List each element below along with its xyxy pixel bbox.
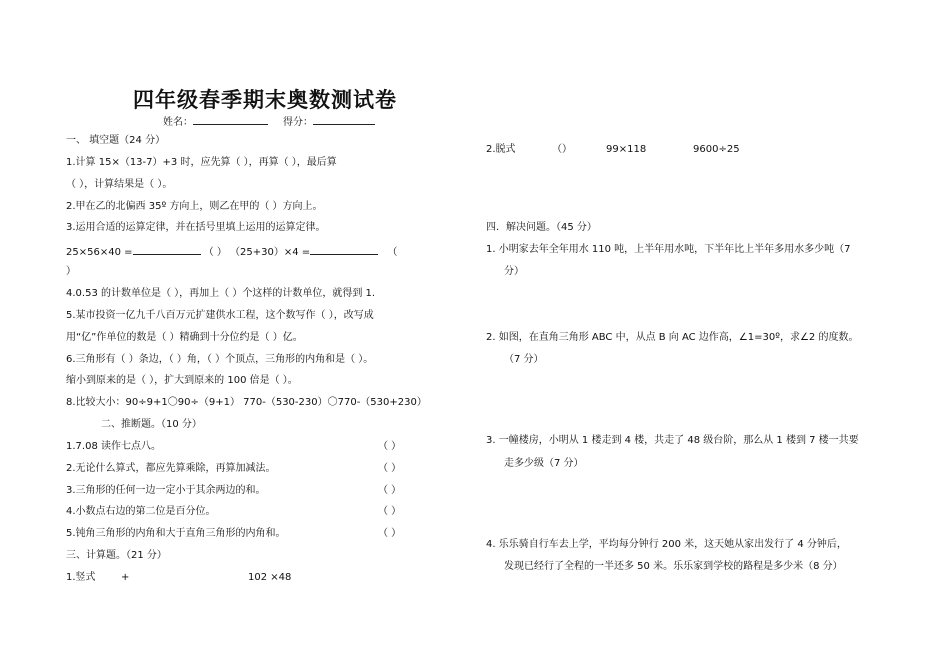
question-2: 2.甲在乙的北偏西 35º 方向上，则乙在甲的（ ）方向上。 xyxy=(66,201,323,212)
section-2-heading: 二、推断题。（10 分） xyxy=(101,419,202,430)
page-title: 四年级春季期末奥数测试卷 xyxy=(133,88,397,112)
question-5-line-1: 5.某市投资一亿九千八百万元扩建供水工程，这个数写作（ ），改写成 xyxy=(66,310,374,321)
judge-mark-3[interactable]: （ ） xyxy=(378,485,402,496)
judge-item-2: 2.无论什么算式，都应先算乘除，再算加减法。 xyxy=(66,463,276,474)
question-3-line-1: 3.运用合适的运算定律，并在括号里填上运用的运算定律。 xyxy=(66,222,326,233)
name-blank[interactable] xyxy=(193,113,268,125)
problem-4-line-2: 发现已经行了全程的一半还多 50 米。乐乐家到学校的路程是多少米（8 分） xyxy=(504,561,843,572)
judge-item-4: 4.小数点右边的第二位是百分位。 xyxy=(66,506,216,517)
section-4-heading: 四．解决问题。（45 分） xyxy=(486,222,597,233)
problem-3-line-2: 走多少级（7 分） xyxy=(504,458,584,469)
score-blank[interactable] xyxy=(313,113,375,125)
judge-item-5: 5.钝角三角形的内角和大于直角三角形的内角和。 xyxy=(66,528,286,539)
question-5-line-2: 用“亿”作单位的数是（ ）精确到十分位约是（ ）亿。 xyxy=(66,332,303,343)
name-field[interactable] xyxy=(163,113,268,130)
answer-blank[interactable] xyxy=(133,243,201,255)
judge-item-1: 1.7.08 读作七点八。 xyxy=(66,441,161,452)
question-3-line-2: 25×56×40 = （ ） （25+30）×4 = （ xyxy=(66,243,397,260)
problem-4-line-1: 4. 乐乐骑自行车去上学，平均每分钟行 200 米，这天她从家出发行了 4 分钟后， xyxy=(486,539,847,550)
question-3-line-3: ） xyxy=(66,266,76,277)
question-6-line-2: 缩小到原来的是（ ），扩大到原来的 100 倍是（ ）。 xyxy=(66,375,298,386)
judge-mark-5[interactable]: （ ） xyxy=(378,528,402,539)
question-6-line-1: 6.三角形有（ ）条边，（ ）角，（ ）个顶点，三角形的内角和是（ ）。 xyxy=(66,354,374,365)
question-1-line-2: （ ），计算结果是（ ）。 xyxy=(66,179,173,190)
calc-2-paren: （） xyxy=(552,144,572,155)
question-1-line-1: 1.计算 15×（13-7）+3 时，应先算（ ），再算（ ），最后算 xyxy=(66,157,337,168)
problem-2-line-1: 2. 如图，在直角三角形 ABC 中，从点 B 向 AC 边作高，∠1=30º，求∠2 的度数。 xyxy=(486,332,859,343)
problem-3-line-1: 3. 一幢楼房，小明从 1 楼走到 4 楼，共走了 48 级台阶，那么从 1 楼到 7 楼一共要 xyxy=(486,435,859,446)
question-8: 8.比较大小：90÷9+1〇90÷（9+1） 770-（530-230）〇770-（530+230） xyxy=(66,397,427,408)
calc-2-expr-2: 9600÷25 xyxy=(693,144,740,155)
answer-blank[interactable] xyxy=(310,243,378,255)
problem-1-line-2: 分） xyxy=(504,266,524,277)
judge-item-3: 3.三角形的任何一边一定小于其余两边的和。 xyxy=(66,485,266,496)
problem-1-line-1: 1. 小明家去年全年用水 110 吨，上半年用水吨，下半年比上半年多用水多少吨（7 xyxy=(486,244,851,255)
judge-mark-1[interactable]: （ ） xyxy=(378,441,402,452)
calc-1-plus: + xyxy=(121,572,130,583)
score-label: 得分： xyxy=(283,117,313,128)
problem-2-line-2: （7 分） xyxy=(504,354,544,365)
judge-mark-4[interactable]: （ ） xyxy=(378,506,402,517)
section-3-heading: 三、计算题。（21 分） xyxy=(66,550,167,561)
name-label: 姓名： xyxy=(163,117,193,128)
section-1-heading: 一、 填空题（24 分） xyxy=(66,135,166,146)
score-field[interactable] xyxy=(283,113,375,130)
judge-mark-2[interactable]: （ ） xyxy=(378,463,402,474)
calc-2-label: 2.脱式 xyxy=(486,144,516,155)
calc-2-expr-1: 99×118 xyxy=(606,144,647,155)
calc-1-expression: 102 ×48 xyxy=(248,572,292,583)
calc-1-label: 1.竖式 xyxy=(66,572,96,583)
question-4: 4.0.53 的计数单位是（ ），再加上（ ）个这样的计数单位，就得到 1. xyxy=(66,288,376,299)
